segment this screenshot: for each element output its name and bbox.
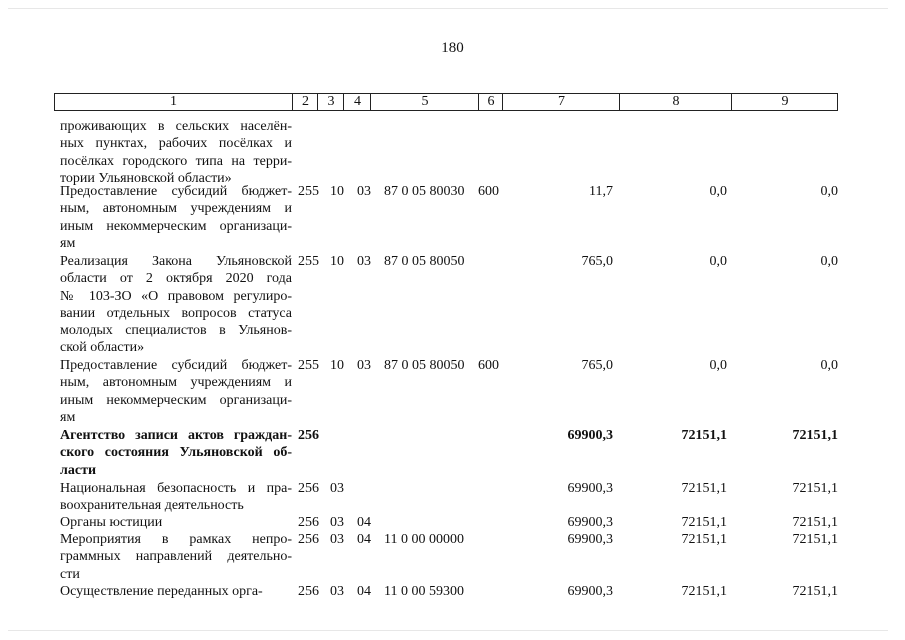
cell-c5: 11 0 00 00000: [384, 532, 464, 547]
cell-c6: 600: [478, 184, 499, 199]
cell-c2: 255: [298, 358, 319, 373]
cell-c4: 04: [357, 584, 371, 599]
cell-c8: 72151,1: [681, 428, 727, 443]
row-name-line: Предоставление субсидий бюджет-: [60, 184, 292, 199]
row-name-line: иным некоммерческим организаци-: [60, 218, 292, 234]
header-col-6: 6: [478, 94, 503, 110]
table-header: [54, 93, 838, 111]
cell-c2: 256: [298, 532, 319, 547]
cell-c3: 03: [330, 481, 344, 496]
cell-c3: 10: [330, 254, 344, 269]
cell-c5: 87 0 05 80030: [384, 184, 465, 199]
cell-c4: 04: [357, 515, 371, 530]
row-name: [60, 183, 292, 252]
cell-c8: 0,0: [709, 184, 727, 199]
row-name-line: ям: [60, 409, 76, 425]
cell-c8: 72151,1: [681, 584, 727, 599]
row-name-line: ям: [60, 235, 76, 251]
row-name-line: ных пунктах, рабочих посёлках и: [60, 136, 292, 152]
header-col-5: 5: [370, 94, 479, 110]
header-col-1: 1: [170, 94, 177, 109]
cell-c3: 03: [330, 532, 344, 547]
header-col-8: 8: [619, 94, 732, 110]
row-name-line: ным, автономным учреждениям и: [60, 201, 292, 217]
row-name-line: Агентство записи актов граждан-: [60, 428, 292, 443]
row-name-line: ской области»: [60, 340, 145, 356]
row-name: [60, 531, 292, 583]
cell-c9: 72151,1: [792, 428, 838, 443]
cell-c2: 255: [298, 184, 319, 199]
cell-c2: 256: [298, 515, 319, 530]
cell-c3: 10: [330, 358, 344, 373]
row-name-line: Предоставление субсидий бюджет-: [60, 358, 292, 373]
cell-c8: 72151,1: [681, 481, 727, 496]
cell-c8: 72151,1: [681, 515, 727, 530]
cell-c7: 11,7: [589, 184, 613, 199]
cell-c2: 256: [298, 481, 319, 496]
cell-c5: 11 0 00 59300: [384, 584, 464, 599]
cell-c9: 72151,1: [792, 515, 838, 530]
cell-c3: 03: [330, 515, 344, 530]
cell-c9: 0,0: [820, 254, 838, 269]
cell-c7: 69900,3: [567, 481, 613, 496]
cell-c9: 0,0: [820, 184, 838, 199]
cell-c4: 03: [357, 184, 371, 199]
cell-c9: 0,0: [820, 358, 838, 373]
cell-c8: 72151,1: [681, 532, 727, 547]
row-name-line: иным некоммерческим организаци-: [60, 392, 292, 408]
row-name: [60, 583, 292, 600]
cell-c4: 03: [357, 254, 371, 269]
row-name-line: области от 2 октября 2020 года: [60, 271, 292, 287]
row-name-line: ласти: [60, 462, 97, 478]
row-name-line: молодых специалистов в Ульянов-: [60, 323, 292, 339]
cell-c8: 0,0: [709, 358, 727, 373]
scan-edge-bottom: [8, 630, 888, 631]
row-name-line: Национальная безопасность и пра-: [60, 481, 292, 496]
row-name-line: ным, автономным учреждениям и: [60, 375, 292, 391]
cell-c3: 10: [330, 184, 344, 199]
cell-c3: 03: [330, 584, 344, 599]
cell-c2: 255: [298, 254, 319, 269]
cell-c7: 69900,3: [567, 515, 613, 530]
cell-c9: 72151,1: [792, 481, 838, 496]
cell-c7: 765,0: [581, 358, 613, 373]
row-name-line: Реализация Закона Ульяновской: [60, 254, 292, 269]
cell-c5: 87 0 05 80050: [384, 358, 465, 373]
cell-c5: 87 0 05 80050: [384, 254, 465, 269]
row-name-line: воохранительная деятельность: [60, 498, 244, 514]
cell-c2: 256: [298, 428, 319, 443]
row-name-line: ского состояния Ульяновской об-: [60, 445, 292, 461]
row-name-line: посёлках городского типа на терри-: [60, 153, 292, 169]
row-name: [60, 357, 292, 426]
cell-c9: 72151,1: [792, 584, 838, 599]
scan-edge-top: [8, 8, 888, 9]
header-col-4: 4: [343, 94, 371, 110]
header-col-9: 9: [731, 94, 838, 110]
row-name-line: № 103-ЗО «О правовом регулиро-: [60, 288, 292, 304]
row-name-line: Мероприятия в рамках непро-: [60, 532, 292, 547]
row-name-line: граммных направлений деятельно-: [60, 549, 292, 565]
cell-c4: 04: [357, 532, 371, 547]
header-col-2: 2: [292, 94, 318, 110]
row-name-line: Осуществление переданных орга-: [60, 584, 263, 599]
row-name-line: проживающих в сельских населён-: [60, 119, 292, 134]
header-col-3: 3: [317, 94, 344, 110]
row-name-line: тории Ульяновской области»: [60, 170, 232, 186]
row-name: [60, 514, 292, 531]
row-name: [60, 253, 292, 357]
header-col-7: 7: [502, 94, 620, 110]
row-name-line: Органы юстиции: [60, 515, 163, 530]
cell-c7: 69900,3: [567, 428, 613, 443]
row-name-line: сти: [60, 566, 80, 582]
cell-c8: 0,0: [709, 254, 727, 269]
page-number: 180: [441, 40, 464, 56]
cell-c4: 03: [357, 358, 371, 373]
row-name: [60, 427, 292, 479]
cell-c7: 69900,3: [567, 532, 613, 547]
cell-c7: 69900,3: [567, 584, 613, 599]
row-name: [60, 118, 292, 187]
cell-c7: 765,0: [581, 254, 613, 269]
row-name: [60, 480, 292, 515]
cell-c2: 256: [298, 584, 319, 599]
cell-c9: 72151,1: [792, 532, 838, 547]
cell-c6: 600: [478, 358, 499, 373]
row-name-line: вании отдельных вопросов статуса: [60, 305, 292, 321]
